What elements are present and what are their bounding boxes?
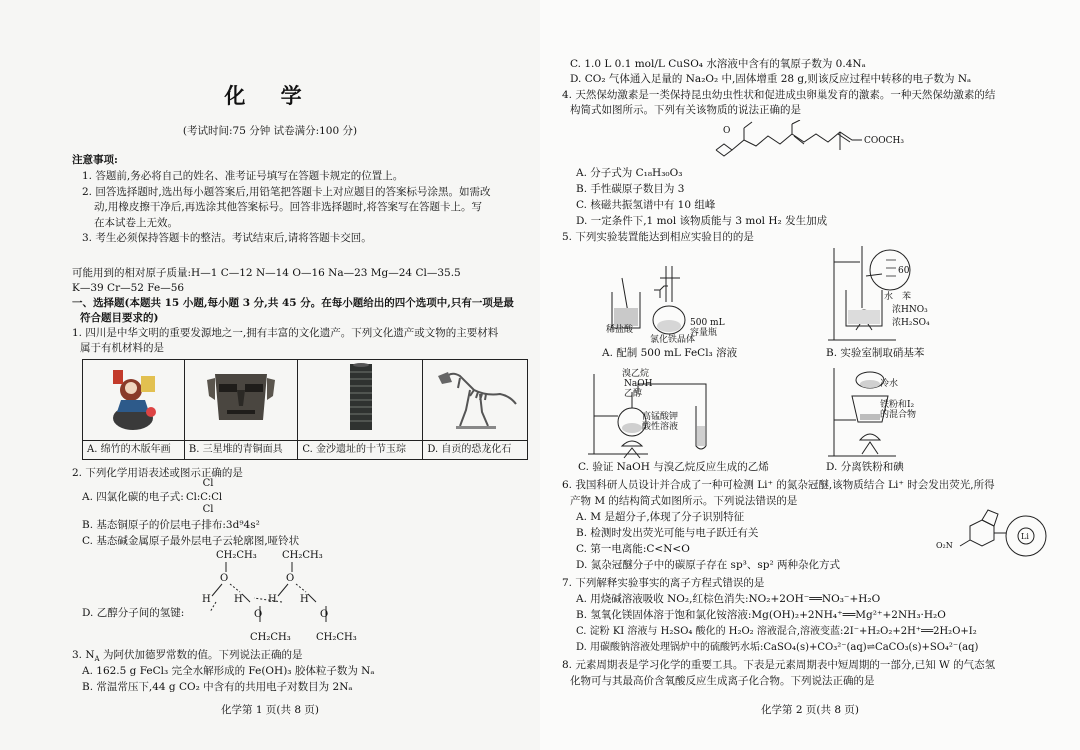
q3-option-a[interactable]: A. 162.5 g FeCl₃ 完全水解形成的 Fe(OH)₃ 胶体粒子数为 Nₐ	[82, 665, 375, 677]
q1-image-c	[298, 360, 423, 441]
section-1-heading-cont: 符合题目要求的)	[80, 312, 159, 324]
q2-a-top-cl: Cl	[202, 478, 214, 489]
notice-2a: 2. 回答选择题时,选出每小题答案后,用铅笔把答题卡上对应题目的答案标号涂黑。如需改	[82, 185, 491, 198]
epoxide-o: O	[723, 126, 731, 136]
q6-stem: 6. 我国科研人员设计并合成了一种可检测 Li⁺ 的氮杂冠醚,该物质结合 Li⁺ 时会发出荧光,所得	[562, 479, 995, 491]
q5-c-label-ethanol: 乙醇	[624, 389, 643, 399]
q1-image-d	[423, 360, 528, 441]
q3-option-d[interactable]: D. CO₂ 气体通入足量的 Na₂O₂ 中,固体增重 28 g,则该反应过程中转移的电子数为 Nₐ	[570, 73, 972, 85]
crown-ether-structure	[940, 506, 1050, 572]
q6-option-c[interactable]: C. 第一电离能:C<N<O	[576, 543, 690, 555]
q5-d-label-mixture-cont: 的混合物	[880, 410, 917, 420]
q5-b-label-h2so4: 浓H₂SO₄	[892, 318, 930, 328]
q2-a-bottom-cl: Cl	[202, 504, 214, 515]
notice-1: 1. 答题前,务必将自己的姓名、准考证号填写在答题卡规定的位置上。	[82, 170, 404, 182]
page-2	[540, 0, 1080, 750]
q5-a-label-crystal: 氯化铁晶体	[650, 335, 696, 345]
q1-stem: 1. 四川是中华文明的重要发源地之一,拥有丰富的文化遗产。下列文化遗产或文物的主要材料	[72, 327, 499, 339]
q1-option-a[interactable]: A. 绵竹的木版年画	[83, 440, 185, 459]
q7-option-b[interactable]: B. 氢氧化镁固体溶于饱和氯化铵溶液:Mg(OH)₂+2NH₄⁺══Mg²⁺+2NH₃·H₂O	[576, 609, 946, 621]
q4-stem-cont: 构简式如图所示。下列有关该物质的说法正确的是	[570, 104, 801, 116]
q5-option-d[interactable]: D. 分离铁粉和碘	[826, 461, 904, 473]
q5-c-label-kmno4: 高锰酸钾	[642, 412, 679, 422]
q1-option-c[interactable]: C. 金沙遗址的十节玉琮	[298, 440, 423, 459]
q5-stem: 5. 下列实验装置能达到相应实验目的的是	[562, 231, 754, 243]
page-2-footer: 化学第 2 页(共 8 页)	[761, 704, 859, 716]
q6-option-b[interactable]: B. 检测时发出荧光可能与电子跃迁有关	[576, 527, 759, 539]
q8-stem-cont: 化物可与其最高价含氧酸反应生成离子化合物。下列说法正确的是	[570, 675, 875, 687]
atom-h-2: H	[234, 594, 243, 605]
crown-ether-no2: O₂N	[936, 541, 953, 550]
q1-option-d[interactable]: D. 自贡的恐龙化石	[423, 440, 528, 459]
q5-c-label-bromoethane: 溴乙烷	[622, 369, 650, 379]
ethyl-group-bottom-1: CH₂CH₃	[250, 632, 291, 643]
atom-h-1: H	[202, 594, 211, 605]
q5-d-label-mixture: 铁粉和I₂	[880, 400, 915, 410]
q1-image-b	[184, 360, 298, 441]
q5-option-b[interactable]: B. 实验室制取硝基苯	[826, 347, 925, 359]
q5-option-a[interactable]: A. 配制 500 mL FeCl₃ 溶液	[602, 347, 738, 359]
q3-option-b[interactable]: B. 常温常压下,44 g CO₂ 中含有的共用电子对数目为 2Nₐ	[82, 681, 353, 693]
page-1-footer: 化学第 1 页(共 8 页)	[221, 704, 319, 716]
notice-2c: 在本试卷上无效。	[94, 216, 178, 229]
atom-h-3: H	[268, 594, 277, 605]
q4-option-b[interactable]: B. 手性碳原子数目为 3	[576, 183, 685, 195]
q2-stem: 2. 下列化学用语表述或图示正确的是	[72, 467, 243, 479]
q7-option-c[interactable]: C. 淀粉 KI 溶液与 H₂SO₄ 酸化的 H₂O₂ 溶液混合,溶液变蓝:2I⁻+H₂O₂+2H⁺══2H₂O+I₂	[576, 626, 977, 637]
atomic-mass-line-1: 可能用到的相对原子质量:H—1 C—12 N—14 O—16 Na—23 Mg—24 Cl—35.5	[72, 267, 461, 279]
q5-a-label-flask: 容量瓶	[690, 328, 718, 338]
q4-option-a[interactable]: A. 分子式为 C₁₈H₃₀O₃	[576, 167, 683, 179]
notice-2b: 动,用橡皮擦干净后,再选涂其他答案标号。回答非选择题时,将答案写在答题卡上。写	[94, 201, 483, 213]
q1-option-b[interactable]: B. 三星堆的青铜面具	[184, 440, 298, 459]
q2-a-formula: Cl:C:Cl	[186, 492, 223, 503]
crown-ether-li: Li	[1021, 532, 1029, 541]
q5-b-label-water: 水	[884, 292, 894, 302]
q2-option-b[interactable]: B. 基态铜原子的价层电子排布:3d⁹4s²	[82, 519, 260, 531]
ethyl-group-bottom-2: CH₂CH₃	[316, 632, 357, 643]
q5-b-label-scale: 60	[898, 266, 910, 276]
ethyl-group-top-1: CH₂CH₃	[216, 550, 257, 561]
q5-c-label-naoh: NaOH	[624, 379, 653, 389]
hydrogen-bond-diagram	[190, 560, 370, 626]
jade-cong-icon	[320, 360, 400, 434]
ethyl-group-top-2: CH₂CH₃	[282, 550, 323, 561]
q2-option-a[interactable]: A. 四氯化碳的电子式:	[82, 491, 184, 503]
q2-option-c[interactable]: C. 基态碱金属原子最外层电子云轮廓图,哑铃状	[82, 535, 300, 547]
q7-option-a[interactable]: A. 用烧碱溶液吸收 NO₂,红棕色消失:NO₂+2OH⁻══NO₃⁻+H₂O	[576, 593, 881, 605]
q3-option-c[interactable]: C. 1.0 L 0.1 mol/L CuSO₄ 水溶液中含有的氧原子数为 0.4Nₐ	[570, 58, 866, 70]
q5-a-label-acid: 稀盐酸	[606, 325, 634, 335]
q3-stem: 3. $N_A$ 为阿伏加德罗常数的值。下列说法正确的是	[72, 649, 303, 664]
q1-image-table	[82, 359, 528, 460]
atom-o-3: O	[254, 609, 263, 620]
q6-stem-cont: 产物 M 的结构简式如图所示。下列说法错误的是	[570, 495, 798, 507]
atom-o-4: O	[320, 609, 329, 620]
notice-list	[82, 169, 522, 247]
q6-option-a[interactable]: A. M 是超分子,体现了分子识别特征	[576, 511, 745, 523]
dinosaur-fossil-icon	[430, 360, 520, 434]
exam-subtitle: (考试时间:75 分钟 试卷满分:100 分)	[182, 125, 358, 137]
q6-option-d[interactable]: D. 氮杂冠醚分子中的碳原子存在 sp³、sp² 两种杂化方式	[576, 559, 841, 571]
q7-stem: 7. 下列解释实验事实的离子方程式错误的是	[562, 577, 765, 589]
q5-b-label-hno3: 浓HNO₃	[892, 305, 928, 315]
bronze-mask-icon	[201, 360, 281, 434]
atom-o-1: O	[220, 573, 229, 584]
q4-struct-ester: COOCH₃	[864, 136, 904, 146]
q2-option-d[interactable]: D. 乙醇分子间的氢键:	[82, 607, 185, 619]
atom-o-2: O	[286, 573, 295, 584]
q1-image-a	[83, 360, 185, 441]
q5-c-label-acidic: 酸性溶液	[642, 422, 679, 432]
atomic-mass-line-2: K—39 Cr—52 Fe—56	[72, 282, 185, 294]
notice-3: 3. 考生必须保持答题卡的整洁。考试结束后,请将答题卡交回。	[82, 232, 372, 244]
q1-stem-cont: 属于有机材料的是	[80, 342, 164, 354]
section-1-heading: 一、选择题(本题共 15 小题,每小题 3 分,共 45 分。在每小题给出的四个选项中,只有一项是最	[72, 297, 514, 309]
exam-title: 化 学	[224, 83, 316, 108]
q5-a-label-volume: 500 mL	[690, 318, 725, 328]
q4-option-c[interactable]: C. 核磁共振氢谱中有 10 组峰	[576, 199, 716, 211]
q4-option-d[interactable]: D. 一定条件下,1 mol 该物质能与 3 mol H₂ 发生加成	[576, 215, 828, 227]
q5-b-label-benzene: 苯	[902, 292, 912, 302]
q5-option-c[interactable]: C. 验证 NaOH 与溴乙烷反应生成的乙烯	[578, 461, 769, 473]
atom-h-4: H	[300, 594, 309, 605]
q5-d-label-water: 冷水	[880, 379, 899, 389]
woodblock-print-icon	[93, 360, 173, 434]
q8-stem: 8. 元素周期表是学习化学的重要工具。下表是元素周期表中短周期的一部分,已知 W 的气态氢	[562, 659, 996, 671]
q7-option-d[interactable]: D. 用碳酸钠溶液处理锅炉中的硫酸钙水垢:CaSO₄(s)+CO₃²⁻(aq)⇌CaCO₃(s)+SO₄²⁻(aq)	[576, 642, 979, 653]
notice-heading: 注意事项:	[72, 154, 118, 166]
q4-stem: 4. 天然保幼激素是一类保持昆虫幼虫性状和促进成虫卵巢发育的激素。一种天然保幼激素的结	[562, 89, 996, 101]
